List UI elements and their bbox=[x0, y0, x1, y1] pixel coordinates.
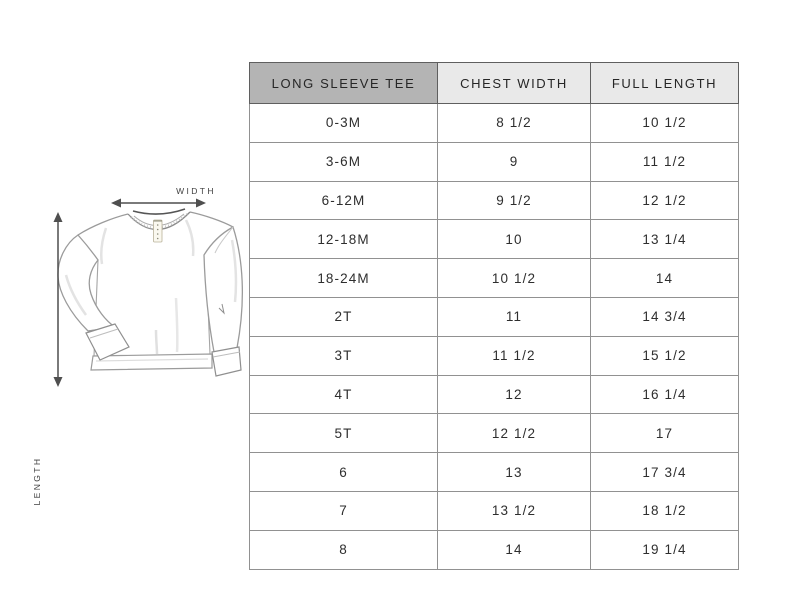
size-cell: 6 bbox=[250, 453, 438, 492]
length-dimension-label: LENGTH bbox=[32, 456, 42, 506]
size-cell: 5T bbox=[250, 414, 438, 453]
table-row bbox=[250, 220, 739, 259]
table-row bbox=[250, 530, 739, 569]
size-chart-table bbox=[249, 62, 739, 570]
full-length-cell: 14 3/4 bbox=[591, 297, 739, 336]
full-length-cell: 19 1/4 bbox=[591, 530, 739, 569]
size-cell: 3T bbox=[250, 336, 438, 375]
chest-width-cell: 12 1/2 bbox=[438, 414, 591, 453]
chest-width-cell: 13 1/2 bbox=[438, 491, 591, 530]
size-cell: 8 bbox=[250, 530, 438, 569]
full-length-cell: 16 1/4 bbox=[591, 375, 739, 414]
size-cell: 0-3M bbox=[250, 104, 438, 143]
table-row bbox=[250, 259, 739, 298]
garment-measure-diagram bbox=[32, 180, 251, 506]
full-length-cell: 14 bbox=[591, 259, 739, 298]
table-row bbox=[250, 297, 739, 336]
full-length-cell: 15 1/2 bbox=[591, 336, 739, 375]
chest-width-cell: 14 bbox=[438, 530, 591, 569]
chest-width-cell: 11 1/2 bbox=[438, 336, 591, 375]
size-cell: 18-24M bbox=[250, 259, 438, 298]
chest-width-cell: 13 bbox=[438, 453, 591, 492]
size-cell: 7 bbox=[250, 491, 438, 530]
chest-width-cell: 9 1/2 bbox=[438, 181, 591, 220]
long-sleeve-tee-illustration bbox=[36, 180, 251, 395]
chest-width-cell: 11 bbox=[438, 297, 591, 336]
size-cell: 4T bbox=[250, 375, 438, 414]
chest-width-cell: 10 1/2 bbox=[438, 259, 591, 298]
full-length-cell: 11 1/2 bbox=[591, 142, 739, 181]
column-header-size: LONG SLEEVE TEE bbox=[250, 63, 438, 104]
neck-tag-detail bbox=[154, 220, 163, 242]
width-dimension-label: WIDTH bbox=[176, 186, 216, 196]
table-row bbox=[250, 104, 739, 143]
table-row bbox=[250, 453, 739, 492]
full-length-cell: 18 1/2 bbox=[591, 491, 739, 530]
chest-width-cell: 12 bbox=[438, 375, 591, 414]
width-arrow bbox=[111, 199, 206, 208]
size-cell: 3-6M bbox=[250, 142, 438, 181]
column-header-full-length: FULL LENGTH bbox=[591, 63, 739, 104]
full-length-cell: 17 bbox=[591, 414, 739, 453]
chest-width-cell: 9 bbox=[438, 142, 591, 181]
full-length-cell: 13 1/4 bbox=[591, 220, 739, 259]
table-header-row bbox=[250, 63, 739, 104]
table-row bbox=[250, 336, 739, 375]
full-length-cell: 12 1/2 bbox=[591, 181, 739, 220]
table-row bbox=[250, 414, 739, 453]
size-cell: 6-12M bbox=[250, 181, 438, 220]
size-cell: 12-18M bbox=[250, 220, 438, 259]
table-row bbox=[250, 142, 739, 181]
table-row bbox=[250, 375, 739, 414]
full-length-cell: 10 1/2 bbox=[591, 104, 739, 143]
length-arrow bbox=[54, 212, 63, 387]
chest-width-cell: 10 bbox=[438, 220, 591, 259]
table-row bbox=[250, 181, 739, 220]
column-header-chest-width: CHEST WIDTH bbox=[438, 63, 591, 104]
size-cell: 2T bbox=[250, 297, 438, 336]
size-table-body bbox=[250, 104, 739, 570]
table-row bbox=[250, 491, 739, 530]
full-length-cell: 17 3/4 bbox=[591, 453, 739, 492]
chest-width-cell: 8 1/2 bbox=[438, 104, 591, 143]
